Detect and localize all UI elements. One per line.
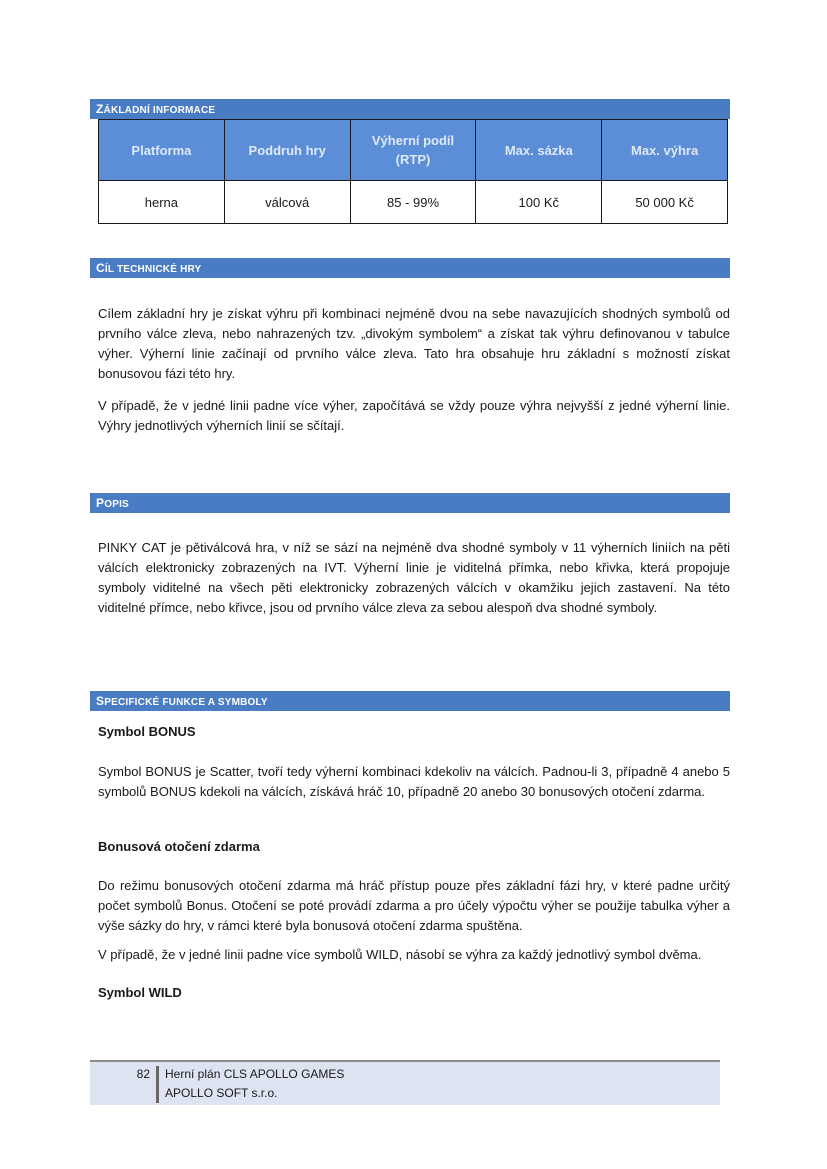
footer-divider (156, 1066, 159, 1103)
section-header-zakladni-informace (90, 99, 730, 119)
section-header-rest: OPIS (104, 499, 129, 510)
cil-paragraph-2: V případě, že v jedné linii padne více výher, započítává se vždy pouze výhra nejvyšší z jedné výherní linie. Výhry jednotlivých výherních linií se sčítají. (98, 398, 730, 433)
table-header-cell: Max. výhra (602, 120, 728, 181)
free-spins-paragraph: Do režimu bonusových otočení zdarma má hráč přístup pouze přes základní fázi hry, v které padne určitý počet symbolů Bonus. Otočení se poté provádí zdarma a pro účely výpočtu výher se použije tabulka výher a výše sázky do hry, v rámci které byla bonusová otočení zdarma spuštěna. (98, 878, 730, 933)
table-cell: 85 - 99% (350, 181, 476, 224)
subheading-bonusova-otoceni: Bonusová otočení zdarma (98, 839, 260, 854)
page-footer (90, 1060, 720, 1105)
section-header-rest: PECIFICKÉ FUNKCE A SYMBOLY (104, 697, 268, 708)
wild-multiplier-paragraph: V případě, že v jedné linii padne více symbolů WILD, násobí se výhra za každý jednotlivý symbol dvěma. (98, 947, 702, 962)
footer-document-title: Herní plán CLS APOLLO GAMES (165, 1067, 345, 1081)
table-cell: 50 000 Kč (602, 181, 728, 224)
table-cell: 100 Kč (476, 181, 602, 224)
bonus-paragraph: Symbol BONUS je Scatter, tvoří tedy výherní kombinaci kdekoliv na válcích. Padnou-li 3, případně 4 anebo 5 symbolů BONUS kdekoli na válcích, získává hráč 10, případně 20 anebo 30 bonusových otočení zdarma. (98, 764, 730, 799)
section-header-specificke-funkce (90, 691, 730, 711)
table-cell: válcová (224, 181, 350, 224)
page-number: 82 (136, 1067, 150, 1081)
section-header-cil-technicke-hry (90, 258, 730, 278)
section-header-cap: P (96, 496, 105, 510)
table-row (99, 181, 728, 224)
section-header-popis (90, 493, 730, 513)
section-header-cap: C (96, 261, 105, 275)
footer-company: APOLLO SOFT s.r.o. (165, 1086, 278, 1100)
table-header-cell: Poddruh hry (224, 120, 350, 181)
table-header-cell: Platforma (99, 120, 225, 181)
section-header-rest: ÍL TECHNICKÉ HRY (104, 264, 202, 275)
section-header-cap: Z (96, 102, 104, 116)
table-header-cell: Max. sázka (476, 120, 602, 181)
section-header-rest: ÁKLADNÍ INFORMACE (103, 105, 216, 116)
table-header-cell: Výherní podíl (RTP) (350, 120, 476, 181)
section-header-cap: S (96, 694, 105, 708)
table-cell: herna (99, 181, 225, 224)
basic-info-table (98, 119, 728, 224)
cil-paragraph-1: Cílem základní hry je získat výhru při kombinaci nejméně dvou na sebe navazujících shodných symbolů od prvního válce zleva, nebo nahrazených tzv. „divokým symbolem“ a získat tak výhru definovanou v tabulce výher. Výherní linie začínají od prvního válce zleva. Tato hra obsahuje hru základní s možností získat bonusovou fázi této hry. (98, 306, 730, 381)
table-header-row (99, 120, 728, 181)
subheading-symbol-wild: Symbol WILD (98, 985, 182, 1000)
popis-paragraph: PINKY CAT je pětiválcová hra, v níž se sází na nejméně dva shodné symboly v 11 výherních liniích na pěti válcích elektronicky zobrazených na IVT. Výherní linie je viditelná přímka, nebo křivka, která propojuje symboly viditelné na všech pěti elektronicky zobrazených válcích v okamžiku jejich zastavení. Na této viditelné přímce, nebo křivce, jsou od prvního válce zleva za sebou alespoň dva shodné symboly. (98, 540, 730, 615)
subheading-symbol-bonus: Symbol BONUS (98, 724, 196, 739)
